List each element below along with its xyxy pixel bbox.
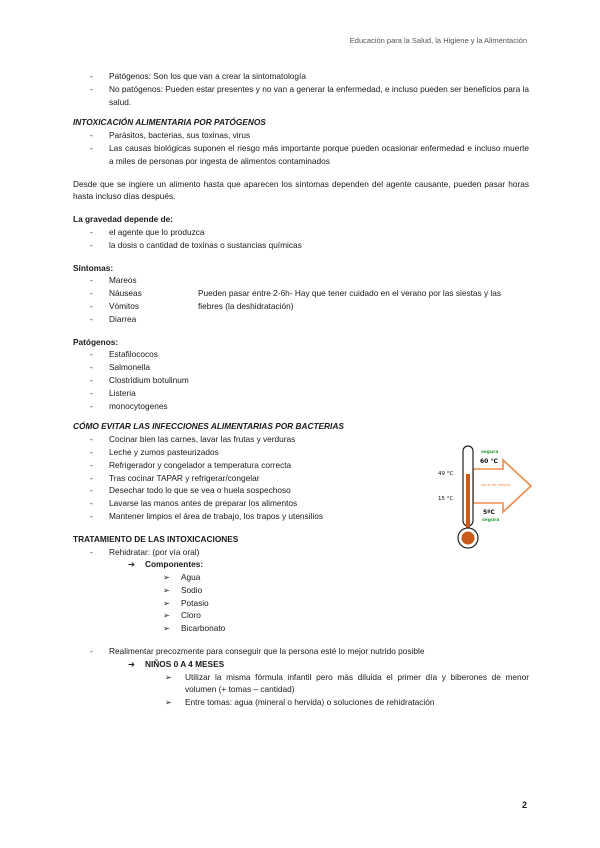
realimentar-list [73,645,529,658]
list-item: - Desechar todo lo que se vea o huela sospechoso [73,484,529,497]
danger-zone-label: zona de peligro [481,482,511,487]
ninos-list [73,671,529,709]
list-item: - Diarrea [73,313,529,326]
componentes-label: Componentes [145,559,201,570]
list-item: - Náuseas [73,287,529,300]
list-item: ➢ Bicarbonato [73,622,529,635]
running-header: Educación para la Salud, la Higiene y la Alimentación [349,36,527,45]
section-title-gravedad: La gravedad depende de: [73,214,174,225]
thermometer-diagram [435,444,535,554]
intoxicacion-list [73,129,529,167]
patogenos-label: Patógenos [73,336,116,347]
list-item: ➢ Sodio [73,584,529,597]
list-item: - Las causas biológicas suponen el riesgo más importante porque pueden ocasionar enfermedad e incluso muerte a miles de personas por ingesta de alimentos contaminados [73,142,529,168]
section-title-intoxicacion: INTOXICACIÓN ALIMENTARIA POR PATÓGENOS [73,117,266,128]
list-item: - Patógenos: Son los que van a crear la sintomatología [73,70,529,83]
top-temp-label: 60 °C [480,458,498,465]
list-item: - Mantener limpios el área de trabajo, los trapos y utensilios [73,510,529,523]
paragraph-incubacion: Desde que se ingiere un alimento hasta que aparecen los síntomas dependen del agente causante, pueden pasar horas hasta incluso días después. [73,178,529,202]
gravedad-list [73,226,529,252]
top-safe-label: segura [481,450,499,455]
list-item: - Leche y zumos pasteurizados [73,446,529,459]
list-item: - Vómitos [73,300,529,313]
sintomas-label: Síntomas [73,262,111,273]
list-item: ➔ Componentes: [73,558,529,571]
section-title-patogenos: Patógenos: [73,336,119,347]
list-item: - Refrigerador y congelador a temperatura correcta [73,459,529,472]
ninos-heading [73,658,529,671]
section-title-tratamiento: TRATAMIENTO DE LAS INTOXICACIONES [73,533,239,544]
thermometer-mercury [466,474,470,532]
list-item: - Mareos [73,274,529,287]
list-item: - la dosis o cantidad de toxinas o sustancias químicas [73,239,529,252]
list-item: ➢ Utilizar la misma fórmula infantil pero más diluida el primer día y biberones de menor volumen (+ tomas – cantidad) [73,671,529,697]
list-item: - Listeria [73,387,529,400]
list-item: - Clostridium botulinum [73,374,529,387]
symptom-note: Pueden pasar entre 2-6h- Hay que tener cuidado en el verano por las siestas y las fiebres (la deshidratación) [198,288,502,312]
list-item: ➢ Potasio [73,597,529,610]
page-content [73,70,529,709]
list-item: - Estafilococos [73,348,529,361]
list-item: ➢ Agua [73,571,529,584]
list-item: ➢ Entre tomas: agua (mineral o hervida) o soluciones de rehidratación [73,696,529,709]
high-temp-label: 49 °C [438,471,454,477]
list-item: - No patógenos: Pueden estar presentes y no van a generar la enfermedad, e incluso pueden ser beneficios para la salud. [73,83,529,109]
componentes-list [73,571,529,635]
spacer [73,635,529,645]
symptoms-block [73,274,529,325]
list-item: - Cocinar bien las carnes, lavar las frutas y verduras [73,433,529,446]
list-item: - el agente que lo produzca [73,226,529,239]
thermometer-bulb-fill [462,532,475,545]
bottom-safe-label: segura [482,518,500,523]
patogenos-list [73,348,529,412]
list-item: - Parásitos, bacterias, sus toxinas, virus [73,129,529,142]
list-item: - Salmonella [73,361,529,374]
list-item: ➔ NIÑOS 0 A 4 MESES [73,658,529,671]
section-title-sintomas: Síntomas: [73,262,114,273]
list-item: - Tras cocinar TAPAR y refrigerar/congelar [73,472,529,485]
bottom-temp-label: 5ºC [483,509,495,516]
list-item: - monocytogenes [73,400,529,413]
list-item: - Lavarse las manos antes de preparar los alimentos [73,497,529,510]
list-item: - Realimentar precozmente para conseguir que la persona esté lo mejor nutrido posible [73,645,529,658]
section-title-evitar: CÓMO EVITAR LAS INFECCIONES ALIMENTARIAS POR BACTERIAS [73,421,344,432]
list-item: - Rehidratar: (por vía oral) [73,546,529,559]
low-temp-label: 15 °C [438,496,454,502]
page-number: 2 [521,800,527,810]
intro-list [73,70,529,108]
componentes-heading [73,558,529,571]
list-item: ➢ Cloro [73,609,529,622]
